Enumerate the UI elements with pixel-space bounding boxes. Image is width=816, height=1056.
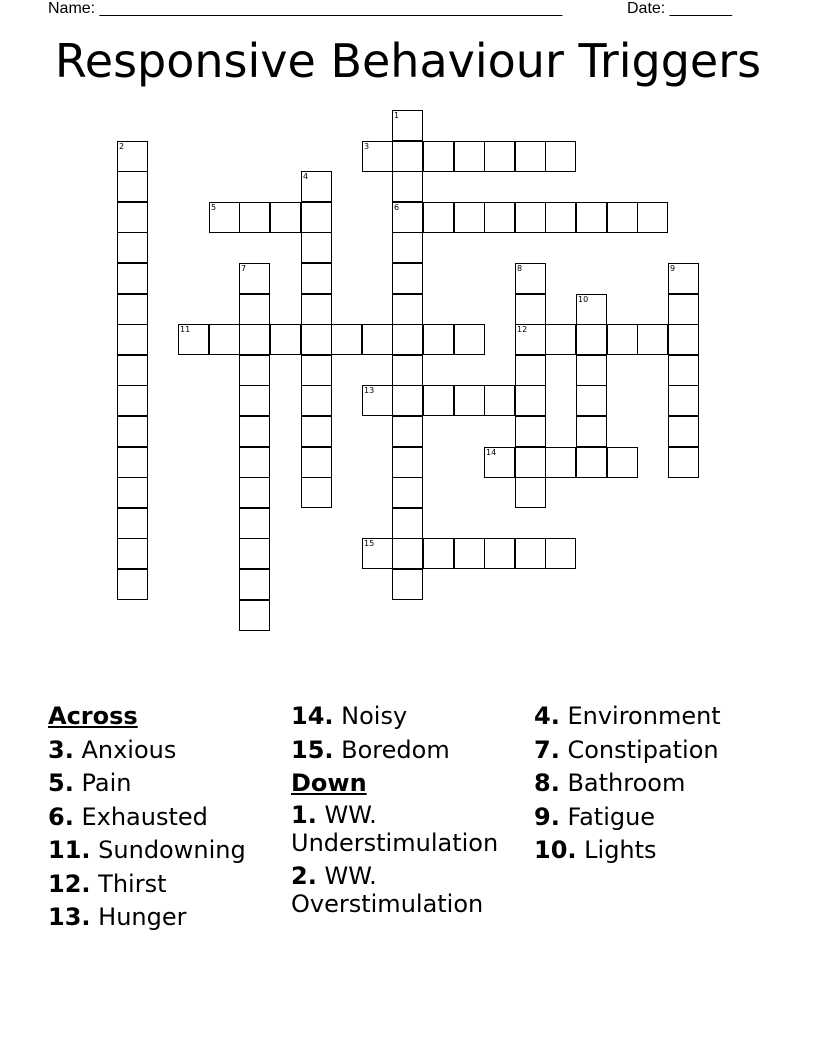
grid-cell[interactable]: [301, 202, 332, 233]
grid-cell[interactable]: [239, 324, 270, 355]
grid-cell[interactable]: [545, 141, 576, 172]
grid-cell[interactable]: [301, 447, 332, 478]
grid-cell[interactable]: [423, 538, 454, 569]
grid-cell[interactable]: [668, 324, 699, 355]
crossword-grid: [117, 110, 700, 632]
grid-cell[interactable]: [576, 324, 607, 355]
clue-number-label: 10: [578, 295, 589, 304]
grid-cell[interactable]: [270, 202, 301, 233]
name-field-label: Name: ____________________________________________________: [48, 0, 563, 17]
grid-cell[interactable]: [515, 355, 546, 386]
grid-cell[interactable]: [239, 202, 270, 233]
grid-cell[interactable]: [454, 141, 485, 172]
grid-cell[interactable]: [515, 538, 546, 569]
grid-cell[interactable]: [423, 385, 454, 416]
clue-down-10: 10. Lights: [534, 836, 657, 864]
clue-down-4: 4. Environment: [534, 702, 721, 730]
clue-number-label: 4: [303, 172, 309, 181]
across-heading: Across: [48, 702, 138, 730]
grid-cell[interactable]: [545, 538, 576, 569]
grid-cell[interactable]: [423, 324, 454, 355]
grid-cell[interactable]: [423, 202, 454, 233]
clue-number-label: 7: [241, 264, 247, 273]
grid-cell[interactable]: [484, 385, 515, 416]
grid-cell[interactable]: [607, 324, 638, 355]
grid-cell[interactable]: [362, 385, 393, 416]
grid-cell[interactable]: [545, 202, 576, 233]
grid-cell[interactable]: [545, 324, 576, 355]
grid-cell[interactable]: [117, 508, 148, 539]
clue-down-7: 7. Constipation: [534, 735, 719, 764]
grid-cell[interactable]: [515, 447, 546, 478]
grid-cell[interactable]: [576, 447, 607, 478]
grid-cell[interactable]: [301, 263, 332, 294]
grid-cell[interactable]: [239, 569, 270, 600]
grid-cell[interactable]: [637, 202, 668, 233]
grid-cell[interactable]: [392, 171, 423, 202]
grid-cell[interactable]: [117, 477, 148, 508]
grid-cell[interactable]: [239, 355, 270, 386]
grid-cell[interactable]: [484, 538, 515, 569]
grid-cell[interactable]: [515, 202, 546, 233]
grid-cell[interactable]: [392, 110, 423, 141]
grid-cell[interactable]: [239, 477, 270, 508]
clue-number-label: 8: [517, 264, 523, 273]
grid-cell[interactable]: [637, 324, 668, 355]
grid-cell[interactable]: [362, 538, 393, 569]
grid-cell[interactable]: [545, 447, 576, 478]
grid-cell[interactable]: [392, 447, 423, 478]
grid-cell[interactable]: [117, 141, 148, 172]
grid-cell[interactable]: [239, 294, 270, 325]
grid-cell[interactable]: [392, 477, 423, 508]
grid-cell[interactable]: [454, 324, 485, 355]
grid-cell[interactable]: [392, 538, 423, 569]
clue-number-label: 11: [180, 325, 191, 334]
grid-cell[interactable]: [117, 171, 148, 202]
grid-cell[interactable]: [331, 324, 362, 355]
grid-cell[interactable]: [301, 416, 332, 447]
grid-cell[interactable]: [392, 294, 423, 325]
clue-number-label: 2: [119, 142, 125, 151]
grid-cell[interactable]: [668, 263, 699, 294]
grid-cell[interactable]: [484, 447, 515, 478]
grid-cell[interactable]: [392, 385, 423, 416]
clue-number-label: 14: [486, 448, 497, 457]
grid-cell[interactable]: [392, 508, 423, 539]
grid-cell[interactable]: [576, 202, 607, 233]
grid-cell[interactable]: [117, 355, 148, 386]
grid-cell[interactable]: [301, 294, 332, 325]
grid-cell[interactable]: [392, 324, 423, 355]
clue-across-12: 12. Thirst: [48, 869, 167, 898]
grid-cell[interactable]: [515, 385, 546, 416]
grid-cell[interactable]: [454, 202, 485, 233]
grid-cell[interactable]: [515, 324, 546, 355]
clue-across-13: 13. Hunger: [48, 903, 187, 931]
clue-number-label: 9: [670, 264, 676, 273]
grid-cell[interactable]: [515, 477, 546, 508]
grid-cell[interactable]: [484, 141, 515, 172]
grid-cell[interactable]: [209, 324, 240, 355]
grid-cell[interactable]: [239, 508, 270, 539]
grid-cell[interactable]: [301, 171, 332, 202]
grid-cell[interactable]: [668, 447, 699, 478]
grid-cell[interactable]: [301, 232, 332, 263]
grid-cell[interactable]: [576, 416, 607, 447]
down-heading: Down: [291, 769, 367, 797]
grid-cell[interactable]: [178, 324, 209, 355]
clue-across-15: 15. Boredom: [291, 735, 450, 764]
clues-section: [48, 700, 768, 960]
grid-cell[interactable]: [301, 477, 332, 508]
clue-down-8: 8. Bathroom: [534, 769, 686, 797]
clue-number-label: 12: [517, 325, 528, 334]
clues-column-3: [534, 700, 774, 868]
grid-cell[interactable]: [392, 263, 423, 294]
grid-cell[interactable]: [301, 324, 332, 355]
grid-cell[interactable]: [515, 263, 546, 294]
grid-cell[interactable]: [668, 294, 699, 325]
grid-cell[interactable]: [362, 141, 393, 172]
grid-cell[interactable]: [392, 232, 423, 263]
grid-cell[interactable]: [239, 263, 270, 294]
grid-cell[interactable]: [515, 416, 546, 447]
grid-cell[interactable]: [454, 538, 485, 569]
clue-number-label: 6: [394, 203, 400, 212]
grid-cell[interactable]: [668, 355, 699, 386]
grid-cell[interactable]: [239, 385, 270, 416]
grid-cell[interactable]: [607, 447, 638, 478]
grid-cell[interactable]: [668, 385, 699, 416]
grid-cell[interactable]: [576, 294, 607, 325]
clue-across-6: 6. Exhausted: [48, 802, 208, 831]
grid-cell[interactable]: [117, 263, 148, 294]
grid-cell[interactable]: [117, 202, 148, 233]
grid-cell[interactable]: [239, 538, 270, 569]
grid-cell[interactable]: [607, 202, 638, 233]
clue-across-11: 11. Sundowning: [48, 836, 246, 864]
grid-cell[interactable]: [392, 202, 423, 233]
grid-cell[interactable]: [454, 385, 485, 416]
grid-cell[interactable]: [423, 141, 454, 172]
grid-cell[interactable]: [362, 324, 393, 355]
grid-cell[interactable]: [117, 385, 148, 416]
grid-cell[interactable]: [484, 202, 515, 233]
grid-cell[interactable]: [515, 294, 546, 325]
worksheet-header: [48, 0, 748, 20]
grid-cell[interactable]: [270, 324, 301, 355]
clue-number-label: 5: [211, 203, 217, 212]
grid-cell[interactable]: [239, 600, 270, 631]
clue-across-5: 5. Pain: [48, 769, 132, 797]
clue-down-9: 9. Fatigue: [534, 802, 656, 831]
clues-column-2: [291, 700, 531, 923]
grid-cell[interactable]: [301, 355, 332, 386]
grid-cell[interactable]: [576, 355, 607, 386]
grid-cell[interactable]: [117, 538, 148, 569]
date-field-label: Date: _______: [627, 0, 732, 17]
clue-down-2: 2. WW. Overstimulation: [291, 861, 484, 918]
grid-cell[interactable]: [515, 141, 546, 172]
grid-cell[interactable]: [392, 355, 423, 386]
clues-column-1: [48, 700, 288, 935]
grid-cell[interactable]: [576, 385, 607, 416]
clue-number-label: 3: [364, 142, 370, 151]
grid-cell[interactable]: [117, 569, 148, 600]
clue-number-label: 13: [364, 386, 375, 395]
grid-cell[interactable]: [301, 385, 332, 416]
clue-across-3: 3. Anxious: [48, 735, 177, 764]
grid-cell[interactable]: [117, 324, 148, 355]
grid-cell[interactable]: [392, 141, 423, 172]
page-title: Responsive Behaviour Triggers: [54, 34, 762, 88]
grid-cell[interactable]: [117, 416, 148, 447]
clue-across-14: 14. Noisy: [291, 702, 408, 730]
grid-cell[interactable]: [392, 569, 423, 600]
grid-cell[interactable]: [668, 416, 699, 447]
grid-cell[interactable]: [392, 416, 423, 447]
clue-down-1: 1. WW. Understimulation: [291, 800, 499, 857]
grid-cell[interactable]: [239, 416, 270, 447]
clue-number-label: 1: [394, 111, 400, 120]
grid-cell[interactable]: [209, 202, 240, 233]
grid-cell[interactable]: [117, 232, 148, 263]
grid-cell[interactable]: [117, 447, 148, 478]
grid-cell[interactable]: [239, 447, 270, 478]
grid-cell[interactable]: [117, 294, 148, 325]
clue-number-label: 15: [364, 539, 375, 548]
